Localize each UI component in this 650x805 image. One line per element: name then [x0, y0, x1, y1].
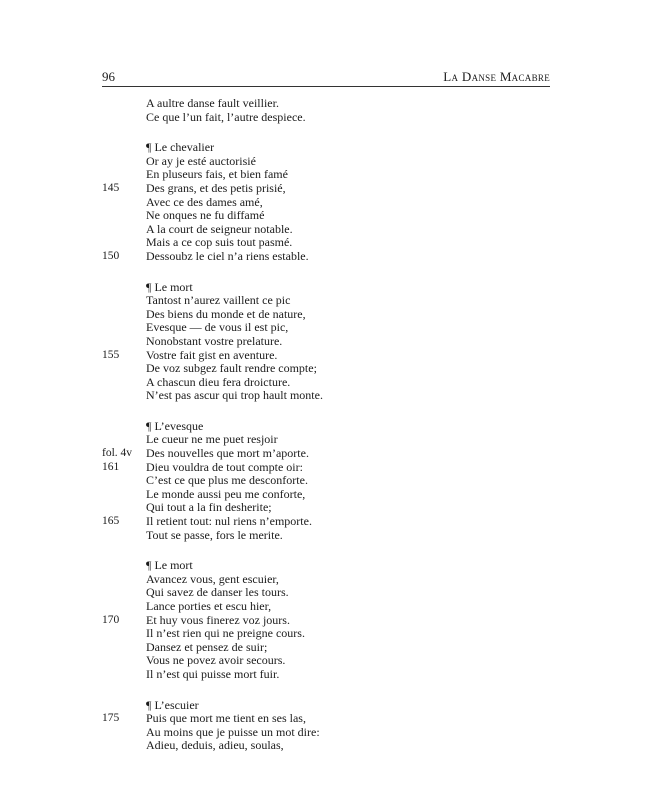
verse-line: [102, 726, 550, 740]
verse-text: Des nouvelles que mort m’aporte.: [146, 446, 309, 461]
verse-text: Nonobstant vostre prelature.: [146, 333, 283, 348]
running-header: [102, 69, 550, 87]
verse-text: Il n’est qui puisse mort fuir.: [146, 666, 280, 681]
verse-text: Il retient tout: nul riens n’emporte.: [146, 514, 312, 529]
verse-text: Des biens du monde et de nature,: [146, 306, 306, 321]
stanza: [102, 97, 550, 124]
line-number: 165: [102, 515, 120, 528]
verse-text: Dieu vouldra de tout compte oir:: [146, 459, 303, 474]
verse-text: Adieu, deduis, adieu, soulas,: [146, 738, 284, 753]
line-number: 170: [102, 613, 120, 626]
verse-text: ¶ L’escuier: [146, 697, 199, 712]
verse-line: [102, 155, 550, 169]
verse-text: N’est pas ascur qui trop hault monte.: [146, 388, 323, 403]
verse-text: Puis que mort me tient en ses las,: [146, 711, 306, 726]
verse-line: [102, 712, 550, 726]
verse-line: [102, 349, 550, 363]
line-number: 150: [102, 249, 120, 262]
verse-line: [102, 250, 550, 264]
verse-text: A aultre danse fault veillier.: [146, 96, 279, 110]
verse-text: A la court de seigneur notable.: [146, 221, 293, 236]
speaker-line: [102, 281, 550, 295]
verse-text: Dansez et pensez de suir;: [146, 639, 268, 654]
verse-text: ¶ Le mort: [146, 558, 193, 573]
stanza: [102, 281, 550, 403]
verse-text: ¶ Le mort: [146, 279, 193, 294]
verse-line: [102, 614, 550, 628]
verse-line: [102, 668, 550, 682]
verse-line: [102, 488, 550, 502]
verse-line: [102, 182, 550, 196]
verse-line: [102, 461, 550, 475]
verse-line: [102, 236, 550, 250]
verse-text: Evesque — de vous il est pic,: [146, 320, 289, 335]
stanza: [102, 559, 550, 681]
stanza: [102, 699, 550, 753]
verse-text: ¶ L’evesque: [146, 418, 204, 433]
verse-text: Il n’est rien qui ne preigne cours.: [146, 626, 305, 641]
verse-line: [102, 335, 550, 349]
speaker-line: [102, 559, 550, 573]
stanza: [102, 420, 550, 542]
verse-text: Vostre fait gist en aventure.: [146, 347, 278, 362]
speaker-line: [102, 699, 550, 713]
line-number: 145: [102, 181, 120, 194]
verse-text: Le monde aussi peu me conforte,: [146, 486, 306, 501]
verse-text: Avancez vous, gent escuier,: [146, 571, 279, 586]
verse-text: Dessoubz le ciel n’a riens estable.: [146, 248, 309, 263]
running-title: La Danse Macabre: [443, 69, 550, 84]
verse-line: [102, 376, 550, 390]
verse-line: [102, 515, 550, 529]
line-number: 155: [102, 348, 120, 361]
verse-text: Avec ce des dames amé,: [146, 194, 263, 209]
verse-line: [102, 209, 550, 223]
verse-line: [102, 447, 550, 461]
verse-line: [102, 739, 550, 753]
verse-text: Vous ne povez avoir secours.: [146, 653, 286, 668]
page-number: 96: [102, 69, 115, 84]
verse-text: Tout se passe, fors le merite.: [146, 527, 283, 542]
verse-line: [102, 308, 550, 322]
verse-text: Ce que l’un fait, l’autre despiece.: [146, 109, 306, 124]
stanza: [102, 141, 550, 263]
verse-text: Qui tout a la fin desherite;: [146, 500, 272, 515]
verse-text: Et huy vous finerez voz jours.: [146, 612, 290, 627]
verse-line: [102, 196, 550, 210]
verse-text: Tantost n’aurez vaillent ce pic: [146, 293, 291, 308]
verse-text: Mais a ce cop suis tout pasmé.: [146, 235, 293, 250]
speaker-line: [102, 141, 550, 155]
verse-line: [102, 600, 550, 614]
verse-text: De voz subgez fault rendre compte;: [146, 361, 317, 376]
verse-text: C’est ce que plus me desconforte.: [146, 473, 308, 488]
verse-line: [102, 294, 550, 308]
verse-line: [102, 641, 550, 655]
verse-text: A chascun dieu fera droicture.: [146, 374, 291, 389]
verse-line: [102, 168, 550, 182]
verse-line: [102, 586, 550, 600]
verse-text: Qui savez de danser les tours.: [146, 585, 289, 600]
verse-line: [102, 111, 550, 125]
verse-text: Ne onques ne fu diffamé: [146, 208, 265, 223]
verse-text: Le cueur ne me puet resjoir: [146, 432, 278, 447]
verse-line: [102, 529, 550, 543]
verse-line: [102, 223, 550, 237]
verse-line: [102, 627, 550, 641]
verse-line: [102, 389, 550, 403]
verse-text: ¶ Le chevalier: [146, 140, 215, 155]
verse-line: [102, 501, 550, 515]
verse-line: [102, 362, 550, 376]
line-number: 175: [102, 712, 120, 725]
verse-text: Des grans, et des petis prisié,: [146, 180, 286, 195]
line-number: 161: [102, 460, 120, 473]
verse-text: En pluseurs fais, et bien famé: [146, 167, 288, 182]
verse-text: Lance porties et escu hier,: [146, 599, 272, 613]
speaker-line: [102, 420, 550, 434]
verse-line: [102, 321, 550, 335]
verse-text: Or ay je esté auctorisié: [146, 153, 256, 168]
verse-line: [102, 474, 550, 488]
verse-text: Au moins que je puisse un mot dire:: [146, 724, 320, 739]
verse-line: [102, 97, 550, 111]
line-number: fol. 4v: [102, 447, 133, 460]
verse-line: [102, 654, 550, 668]
verse-line: [102, 433, 550, 447]
poem-text: [102, 97, 550, 770]
verse-line: [102, 573, 550, 587]
